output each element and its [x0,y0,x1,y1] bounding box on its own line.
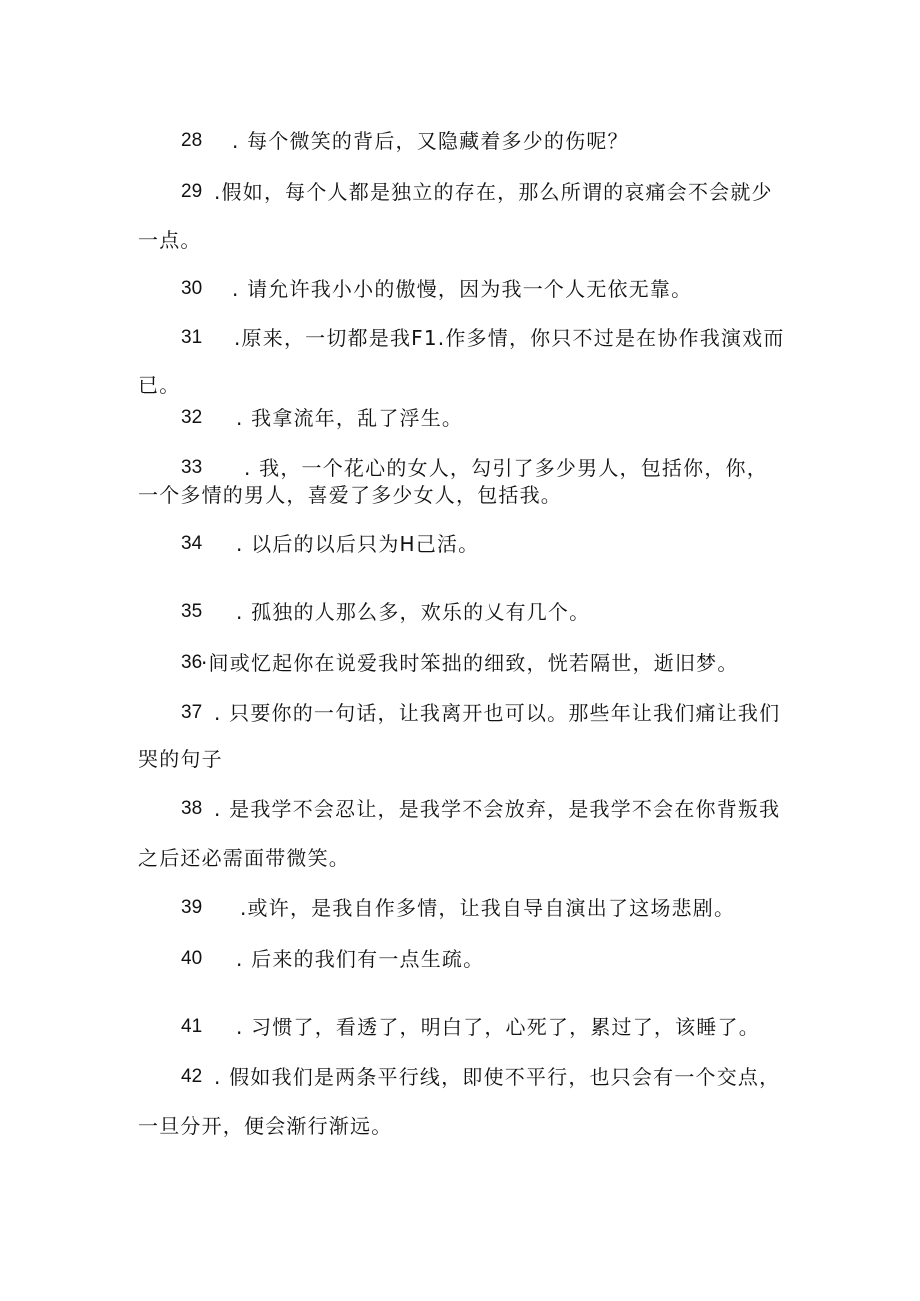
item-text: 一旦分开，便会渐行渐远。 [138,1114,393,1138]
item-number: 33 [181,457,203,478]
item-text: .或许，是我自作多情，让我自导自演出了这场悲剧。 [240,896,736,920]
item-text: 已。 [138,373,181,397]
item-text: . 我拿流年，乱了浮生。 [236,406,464,430]
item-number: 41 [181,1016,203,1037]
item-text: 一点。 [138,228,202,252]
item-text: . 假如我们是两条平行线，即使不平行，也只会有一个交点， [214,1065,781,1089]
item-text: .原来，一切都是我F1.作多情，你只不过是在协作我演戏而 [234,326,785,350]
item-text: 之后还必需面带微笑。 [138,846,350,870]
item-text: . 以后的以后只为H己活。 [236,532,480,556]
item-number: 35 [181,601,203,622]
item-number: 31 [181,327,203,348]
item-number: 32 [181,407,203,428]
item-text: . 习惯了，看透了，明白了，心死了，累过了，该睡了。 [236,1015,760,1039]
item-number: 39 [181,897,203,918]
item-text: . 每个微笑的背后，又隐藏着多少的伤呢？ [232,129,629,153]
item-text: ·间或忆起你在说爱我时笨拙的细致，恍若隔世，逝旧梦。 [201,651,739,675]
item-number: 28 [181,130,203,151]
item-text: . 后来的我们有一点生疏。 [236,947,485,971]
item-number: 38 [181,798,203,819]
item-text: . 是我学不会忍让，是我学不会放弃，是我学不会在你背叛我 [214,797,781,821]
item-text: . 孤独的人那么多，欢乐的乂有几个。 [236,600,591,624]
item-number: 40 [181,948,203,969]
item-number: 29 [181,181,203,202]
item-number: 36 [181,652,203,673]
item-text: . 只要你的一句话，让我离开也可以。那些年让我们痛让我们 [214,701,781,725]
item-text: .假如，每个人都是独立的存在，那么所谓的哀痛会不会就少 [214,180,773,204]
item-number: 37 [181,702,203,723]
item-number: 42 [181,1066,203,1087]
item-text: 哭的句子 [138,747,223,771]
item-number: 34 [181,533,203,554]
item-text: . 请允许我小小的傲慢，因为我一个人无依无靠。 [232,277,693,301]
item-number: 30 [181,278,203,299]
item-text: 一个多情的男人，喜爱了多少女人，包括我。 [138,483,562,507]
item-text: . 我，一个花心的女人，勾引了多少男人，包括你，你， [244,456,768,480]
